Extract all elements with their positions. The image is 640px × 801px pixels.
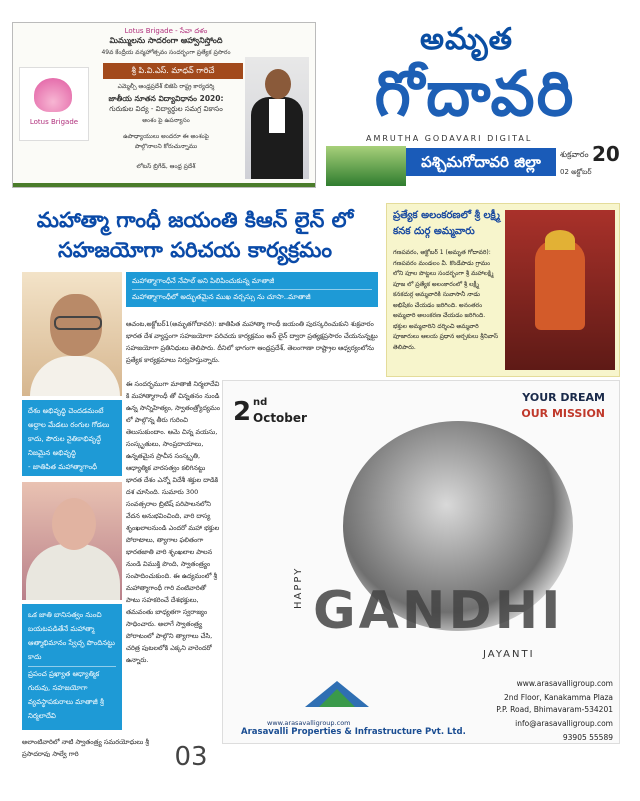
palm-trees-image <box>326 146 406 186</box>
page-headline: మహాత్మా గాంధీ జయంతి కిఆన్ లైన్ లో సహజయోగా పరిచయ కార్యక్రమం <box>36 208 354 262</box>
ad-line3: 49వ కేంద్రీయ వన్మహోత్సవం సందర్భంగా ప్రత్యేక ప్రసారం <box>101 49 231 56</box>
mataji-quote-box <box>22 604 122 730</box>
ad-tagline-dream: YOUR DREAM <box>522 391 605 404</box>
ad-phone: 93905 55589 <box>562 733 613 742</box>
ad-topic2: గురుకుల విద్య - విద్యార్థుల సమగ్ర వికాసం <box>109 105 223 113</box>
article-body-continued: అలాంటివారిలో నాటి స్వాతంత్ర్య సమరయోధులు శ్రీ ప్రసాదరావు సాల్వే గారి <box>22 738 149 758</box>
masthead-subtitle: AMRUTHA GODAVARI DIGITAL <box>366 134 533 143</box>
lotus-icon <box>34 78 72 112</box>
lakshmi-news-box <box>386 203 620 377</box>
ad-date-month: October <box>253 411 307 425</box>
masthead-date: 20 <box>592 142 620 166</box>
gandhi-jayanti-advertisement <box>222 380 620 744</box>
top-advertisement <box>12 22 316 188</box>
ad-address-line1: 2nd Floor, Kanakamma Plaza <box>504 693 613 702</box>
ad-company-name: Arasavalli Properties & Infrastructure Pvt. Ltd. <box>241 727 466 737</box>
mataji-quote-item1: ఒక జాతి బానిసత్వం నుంచి బయటపడితేనే మహాత్మా ఆత్మాభిమానం స్వేచ్ఛ పొందినట్టు కాదు <box>28 611 115 661</box>
ad-jayanti-text: JAYANTI <box>483 649 535 660</box>
gandhi-quote-text: దేశం అభివృద్ధి చెందడమంటే అద్దాల మేడలు రంగుల గోడలు కాదు, పౌరుల నైతికాభివృద్ధే నిజమైన అభివృద్ధి <box>28 407 110 457</box>
ad-email: info@arasavalligroup.com <box>515 719 613 728</box>
ad-address-line2: P.P. Road, Bhimavaram-534201 <box>496 705 613 714</box>
gandhi-portrait <box>22 272 122 396</box>
ad-invite: మిమ్ములను సాదరంగా ఆహ్వానిస్తోంది <box>109 36 223 45</box>
mataji-quote-item2: ప్రపంచ ప్రఖ్యాత ఆధ్యాత్మిక గురువు, సహజయోగా వ్యవస్థాపకురాలు మాతాజీ శ్రీ నిర్మలాదేవి <box>28 666 116 723</box>
masthead-title-main: గోదావరి <box>374 57 576 130</box>
lakshmi-body: గణపవరం, అక్టోబర్ 1 (అమృత గోదావరి): గణపవరం మండలం వీ. కొండేపాడు గ్రామం లోని పూల పొట్టలు సందర్భంగా శ్రీ మహాలక్ష్మి పూజ లో ప్రత్యేక అలంకారంలో శ్రీ లక్ష్మీ కనకదుర్గ అమ్మవారికి సువాసానీ నాడు అభిషేకం చేయడం జరిగింది. అనంతరం అమ్మవారి అలంకరణ చేయడం జరిగింది. భక్తుల అమ్మవారిని దర్శించి అమ్మవారి పూజారులు ఆలయ ప్రధాన అర్చకులు శ్రీనివాస్ తెలిపారు. <box>393 249 499 351</box>
ad-line8: అంశం పై ఉపన్యాసం <box>142 117 190 124</box>
gandhi-quote-box <box>22 400 122 476</box>
ad-happy-text: HAPPY <box>293 566 304 609</box>
guest-photo <box>245 57 309 179</box>
lakshmi-title: ప్రత్యేక అలంకరణలో శ్రీ లక్ష్మీ కనక దుర్గ అమ్మవారు <box>393 210 500 237</box>
ad-line10: పాల్గొనాలని కోరుచున్నాము <box>134 143 198 150</box>
masthead <box>326 22 626 186</box>
mataji-portrait <box>22 482 122 600</box>
masthead-day: శుక్రవారం <box>560 150 589 159</box>
ad-logo-url: www.arasavalligroup.com <box>267 719 351 727</box>
ad-header: Lotus Brigade - సేవా దళం <box>124 27 208 35</box>
ad-tagline-mission: OUR MISSION <box>521 407 605 420</box>
ad-gandhi-text: GANDHI <box>313 581 564 641</box>
masthead-month: 02 అక్టోబర్ <box>560 168 592 176</box>
lotus-logo-label: Lotus Brigade <box>29 118 79 126</box>
lotus-brigade-logo <box>19 67 89 141</box>
ad-date-number: 2 <box>233 397 252 427</box>
highlight-item-1: మహాత్మాగాంధీనే నేపాల్ అని పిలిపించుకున్న మాతాజీ <box>132 274 372 290</box>
ad-topic: జాతీయ నూతన విద్యావిధానం 2020: <box>108 94 224 103</box>
masthead-title-top: అమృత <box>420 22 513 57</box>
district-banner: పశ్చిమగోదావరి జిల్లా <box>406 148 556 176</box>
ad-guest-name: శ్రీ పి.వి.ఎస్. మాధవ్ గారిచే <box>103 63 243 79</box>
ad-date-suffix: nd <box>253 397 268 408</box>
ad-line5: ఎమ్మెల్సీ ఆంధ్రప్రదేశ్ బిజెపి రాష్ట్ర కార్యదర్శి <box>117 83 215 90</box>
page-number: 03 <box>174 742 208 772</box>
goddess-photo <box>505 210 615 370</box>
ad-footer: లోటస్ బ్రిగేడ్, ఆంధ్ర ప్రదేశ్ <box>136 163 196 170</box>
article-highlights <box>126 272 378 307</box>
gandhi-quote-author: - జాతిపిత మహాత్మాగాంధీ <box>28 463 98 471</box>
article-body-lead: ఆచంట,అక్టోబర్1(అమృతగోదావరి): జాతిపిత మహాత్మా గాంధీ జయంతి పురస్కరించుకుని శుక్రవారం భారత దేశ వ్యాప్తంగా సహజయోగా పరిచయ కార్యక్రమం ఆన్ లైన్ ద్వారా ప్రత్యక్షప్రసారం చేయనున్నట్టు సహజయోగా ప్రతినిధులు తెలిపారు. దీనిలో భాగంగా ఆంధ్రప్రదేశ్, తెలంగాణా రాష్ట్రాల ఆధ్వర్యంలోను ప్రత్యేక కార్యక్రమాలు నిర్వహిస్తున్నారు. <box>126 320 378 364</box>
highlight-item-2: మహాత్మాగాంధీలో అద్భుతమైన ముఖ వర్చస్సు ను చూసా..మాతాజీ <box>132 293 311 301</box>
article-body-column: ఈ సందర్భముగా మాతాజీ నిర్మలాదేవి కి మహాత్మాగాంధీ తో చిన్నతనం నుండి ఉన్న సాన్నిహిత్యం, స్వాతంత్ర్యోద్యమం లో పాల్గొన్న తీరు గురించి తెలుసుకుందాం. ఆమె చిన్న వయసు, సంస్కృతులు, సాంప్రదాయాలు, ఉన్నతమైన ప్రాచీన సంస్కృతి, ఆధ్యాత్మిక వారసత్వం కలిగినట్టు భారత దేశం ఎన్నో విదేశీ శక్తుల దాడికి దశ చూసింది. సుమారు 300 సంవత్సరాల బ్రిటిష్ పరిపాలనలోని వేదన అనుభవించింది, వారి దాస్య శృంఖలాలనుండి ఎందరో మహా భక్తుల పోరాటాలు, త్యాగాల ఫలితంగా భారతజాతి వారి శృంఖలాల పాలన నుండి విముక్తి పొంది, స్వాతంత్ర్యం సంపాదించుకుంది. ఈ ఉద్యమంలో శ్రీ మహాత్మాగాంధీ గారి వంటివారితో పాటు సహకరించే దేశభక్తులు, తమవంతు బాధ్యతగా స్వరాజ్యం సాధించారు. అలాగే స్వాతంత్ర్య పోరాటంలో పాల్గొని త్యాగాలు చేసి, చరిత్ర పుటలలోకి ఎక్కని వారెందరో ఉన్నారు. <box>126 380 221 664</box>
arasavalli-logo <box>297 681 377 717</box>
ad-line9: ఉపాధ్యాయులు అందరూ ఈ అంశంపై <box>123 133 209 140</box>
ad-website: www.arasavalligroup.com <box>516 679 613 688</box>
